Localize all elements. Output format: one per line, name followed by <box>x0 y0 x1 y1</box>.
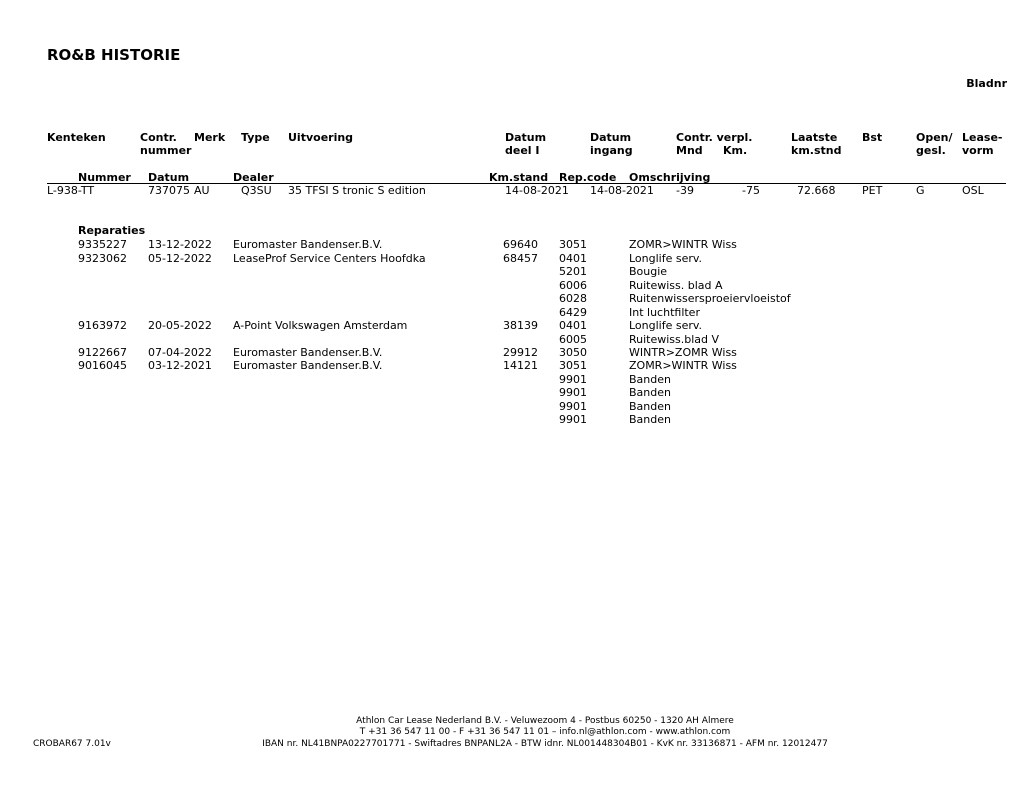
subheader-repcode: Rep.code <box>559 171 617 184</box>
vehicle-merk: AU <box>194 184 210 197</box>
repair-datum: 07-04-2022 <box>148 346 212 359</box>
repair-kmstand: 68457 <box>503 252 538 265</box>
repair-omschrijving: Longlife serv. <box>629 319 703 332</box>
header-ingang: ingang <box>590 144 633 157</box>
header-uitvoering: Uitvoering <box>288 131 354 144</box>
repair-dealer: Euromaster Bandenser.B.V. <box>233 346 383 359</box>
vehicle-datum-ingang: 14-08-2021 <box>590 184 654 197</box>
header-kmstnd: km.stnd <box>791 144 842 157</box>
repair-datum: 05-12-2022 <box>148 252 212 265</box>
repair-nummer: 9163972 <box>78 319 127 332</box>
repair-code: 9901 <box>559 400 587 413</box>
header-bst: Bst <box>862 131 883 144</box>
repair-omschrijving: Banden <box>629 400 671 413</box>
repair-omschrijving: Banden <box>629 413 671 426</box>
repair-code: 9901 <box>559 413 587 426</box>
header-vorm: vorm <box>962 144 994 157</box>
vehicle-open-gesl: G <box>916 184 925 197</box>
repair-datum: 03-12-2021 <box>148 359 212 372</box>
header-mnd: Mnd <box>676 144 703 157</box>
repair-omschrijving: Bougie <box>629 265 668 278</box>
repair-nummer: 9323062 <box>78 252 127 265</box>
vehicle-datum-deel: 14-08-2021 <box>505 184 569 197</box>
page-title: RO&B HISTORIE <box>47 46 181 64</box>
header-gesl: gesl. <box>916 144 946 157</box>
vehicle-uitvoering: 35 TFSI S tronic S edition <box>288 184 426 197</box>
repair-omschrijving: Banden <box>629 373 671 386</box>
repair-code: 0401 <box>559 252 587 265</box>
repair-code: 3050 <box>559 346 587 359</box>
footer-version: CROBAR67 7.01v <box>33 739 111 749</box>
repair-omschrijving: ZOMR>WINTR Wiss <box>629 359 737 372</box>
header-km: Km. <box>723 144 748 157</box>
repair-code: 6005 <box>559 333 587 346</box>
header-datum-ingang: Datum <box>590 131 632 144</box>
repair-code: 3051 <box>559 238 587 251</box>
repair-omschrijving: WINTR>ZOMR Wiss <box>629 346 737 359</box>
reparaties-label: Reparaties <box>78 224 146 237</box>
vehicle-leasevorm: OSL <box>962 184 984 197</box>
repair-code: 9901 <box>559 373 587 386</box>
vehicle-mnd: -39 <box>676 184 694 197</box>
repair-omschrijving: Banden <box>629 386 671 399</box>
repair-nummer: 9335227 <box>78 238 127 251</box>
vehicle-bst: PET <box>862 184 883 197</box>
header-nummer: nummer <box>140 144 192 157</box>
header-deel: deel I <box>505 144 540 157</box>
repair-omschrijving: ZOMR>WINTR Wiss <box>629 238 737 251</box>
footer-registration: IBAN nr. NL41BNPA0227701771 - Swiftadres BNPANL2A - BTW idnr. NL001448304B01 - KvK nr. 33136871 - AFM nr. 12012477 <box>262 739 828 749</box>
subheader-dealer: Dealer <box>233 171 274 184</box>
subheader-datum: Datum <box>148 171 190 184</box>
repair-omschrijving: Int luchtfilter <box>629 306 700 319</box>
repair-dealer: LeaseProf Service Centers Hoofdka <box>233 252 426 265</box>
repair-datum: 13-12-2022 <box>148 238 212 251</box>
vehicle-contract: 737075 <box>148 184 190 197</box>
repair-code: 5201 <box>559 265 587 278</box>
vehicle-type: Q3SU <box>241 184 272 197</box>
repair-dealer: Euromaster Bandenser.B.V. <box>233 359 383 372</box>
footer-contact: T +31 36 547 11 00 - F +31 36 547 11 01 – info.nl@athlon.com - www.athlon.com <box>359 727 731 737</box>
header-type: Type <box>241 131 270 144</box>
vehicle-kenteken: L-938-TT <box>47 184 95 197</box>
header-laatste: Laatste <box>791 131 838 144</box>
subheader-kmstand: Km.stand <box>489 171 549 184</box>
repair-kmstand: 14121 <box>503 359 538 372</box>
repair-omschrijving: Ruitenwissersproeiervloeistof <box>629 292 791 305</box>
header-contr: Contr. <box>140 131 177 144</box>
repair-kmstand: 29912 <box>503 346 538 359</box>
repair-code: 3051 <box>559 359 587 372</box>
header-datum-deel: Datum <box>505 131 547 144</box>
repair-kmstand: 69640 <box>503 238 538 251</box>
subheader-nummer: Nummer <box>78 171 131 184</box>
repair-omschrijving: Ruitewiss. blad A <box>629 279 723 292</box>
page-number-label: Bladnr <box>966 77 1007 90</box>
header-open: Open/ <box>916 131 953 144</box>
repair-code: 6006 <box>559 279 587 292</box>
repair-omschrijving: Longlife serv. <box>629 252 703 265</box>
repair-datum: 20-05-2022 <box>148 319 212 332</box>
repair-code: 6429 <box>559 306 587 319</box>
repair-dealer: A-Point Volkswagen Amsterdam <box>233 319 408 332</box>
footer-address: Athlon Car Lease Nederland B.V. - Veluwezoom 4 - Postbus 60250 - 1320 AH Almere <box>356 716 734 726</box>
vehicle-laatste-kmstnd: 72.668 <box>797 184 836 197</box>
repair-nummer: 9016045 <box>78 359 127 372</box>
repair-omschrijving: Ruitewiss.blad V <box>629 333 720 346</box>
repair-nummer: 9122667 <box>78 346 127 359</box>
header-lease: Lease- <box>962 131 1003 144</box>
repair-code: 0401 <box>559 319 587 332</box>
header-contr-verpl: Contr. verpl. <box>676 131 753 144</box>
repair-kmstand: 38139 <box>503 319 538 332</box>
repair-code: 9901 <box>559 386 587 399</box>
subheader-omschrijving: Omschrijving <box>629 171 711 184</box>
repair-dealer: Euromaster Bandenser.B.V. <box>233 238 383 251</box>
vehicle-km: -75 <box>742 184 760 197</box>
header-merk: Merk <box>194 131 226 144</box>
header-kenteken: Kenteken <box>47 131 106 144</box>
repair-code: 6028 <box>559 292 587 305</box>
